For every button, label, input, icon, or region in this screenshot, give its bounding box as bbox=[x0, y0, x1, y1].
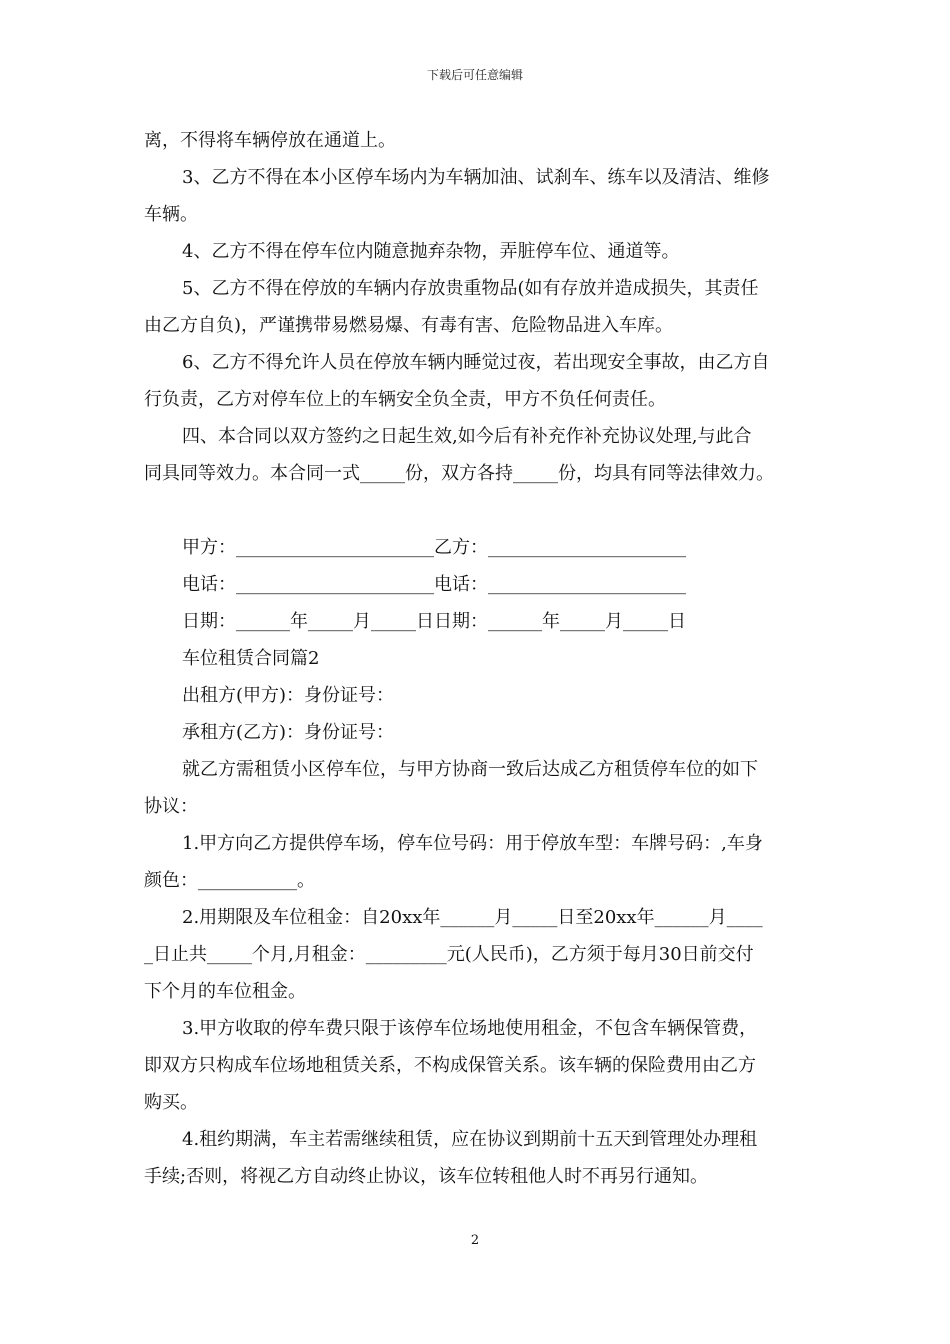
paragraph-line: 同具同等效力。本合同一式_____份，双方各持_____份，均具有同等法律效力。 bbox=[144, 463, 774, 484]
page-number: 2 bbox=[470, 1233, 480, 1248]
paragraph-line: 承租方(乙方)：身份证号： bbox=[182, 722, 395, 743]
paragraph-line: 2.用期限及车位租金：自20xx年______月_____日至20xx年______月____ bbox=[182, 907, 763, 928]
paragraph-line: 协议： bbox=[144, 796, 198, 817]
document-body bbox=[144, 122, 812, 1195]
paragraph-line: 手续;否则，将视乙方自动终止协议，该车位转租他人时不再另行通知。 bbox=[144, 1166, 709, 1187]
paragraph-line: 车辆。 bbox=[144, 204, 198, 225]
paragraph-line: 6、乙方不得允许人员在停放车辆内睡觉过夜，若出现安全事故，由乙方自 bbox=[182, 352, 770, 373]
paragraph-line: 颜色：___________。 bbox=[144, 870, 315, 891]
paragraph-line: 3.甲方收取的停车费只限于该停车位场地使用租金，不包含车辆保管费， bbox=[182, 1018, 758, 1039]
paragraph-line: 出租方(甲方)：身份证号： bbox=[182, 685, 395, 706]
paragraph-line: 由乙方自负)，严谨携带易燃易爆、有毒有害、危险物品进入车库。 bbox=[144, 315, 674, 336]
blank-line bbox=[144, 492, 812, 529]
paragraph-line: 4、乙方不得在停车位内随意抛弃杂物，弄脏停车位、通道等。 bbox=[182, 241, 680, 262]
paragraph-line: 购买。 bbox=[144, 1092, 198, 1113]
section-title: 车位租赁合同篇2 bbox=[182, 648, 320, 669]
paragraph-line: 下个月的车位租金。 bbox=[144, 981, 306, 1002]
signature-line-date: 日期：______年_____月_____日日期：______年_____月_____日 bbox=[182, 611, 686, 632]
paragraph-line: 3、乙方不得在本小区停车场内为车辆加油、试刹车、练车以及清洁、维修 bbox=[182, 167, 770, 188]
paragraph-line: 行负责，乙方对停车位上的车辆安全负全责，甲方不负任何责任。 bbox=[144, 389, 666, 410]
paragraph-line: 5、乙方不得在停放的车辆内存放贵重物品(如有存放并造成损失，其责任 bbox=[182, 278, 759, 299]
signature-line-phone: 电话：______________________电话：______________________ bbox=[182, 574, 686, 595]
page-header: 下载后可任意编辑 bbox=[426, 68, 523, 82]
paragraph-line: 就乙方需租赁小区停车位，与甲方协商一致后达成乙方租赁停车位的如下 bbox=[182, 759, 758, 780]
paragraph-line: 1.甲方向乙方提供停车场，停车位号码：用于停放车型：车牌号码：,车身 bbox=[182, 833, 763, 854]
paragraph-line: 即双方只构成车位场地租赁关系，不构成保管关系。该车辆的保险费用由乙方 bbox=[144, 1055, 756, 1076]
paragraph-line: 4.租约期满，车主若需继续租赁，应在协议到期前十五天到管理处办理租 bbox=[182, 1129, 758, 1150]
paragraph-line: 四、本合同以双方签约之日起生效,如今后有补充作补充协议处理,与此合 bbox=[182, 426, 752, 447]
paragraph-line: 离，不得将车辆停放在通道上。 bbox=[144, 130, 396, 151]
signature-line-party: 甲方：______________________乙方：______________________ bbox=[182, 537, 686, 558]
paragraph-line: _日止共_____个月,月租金：_________元(人民币)，乙方须于每月30日前交付 bbox=[144, 944, 754, 965]
